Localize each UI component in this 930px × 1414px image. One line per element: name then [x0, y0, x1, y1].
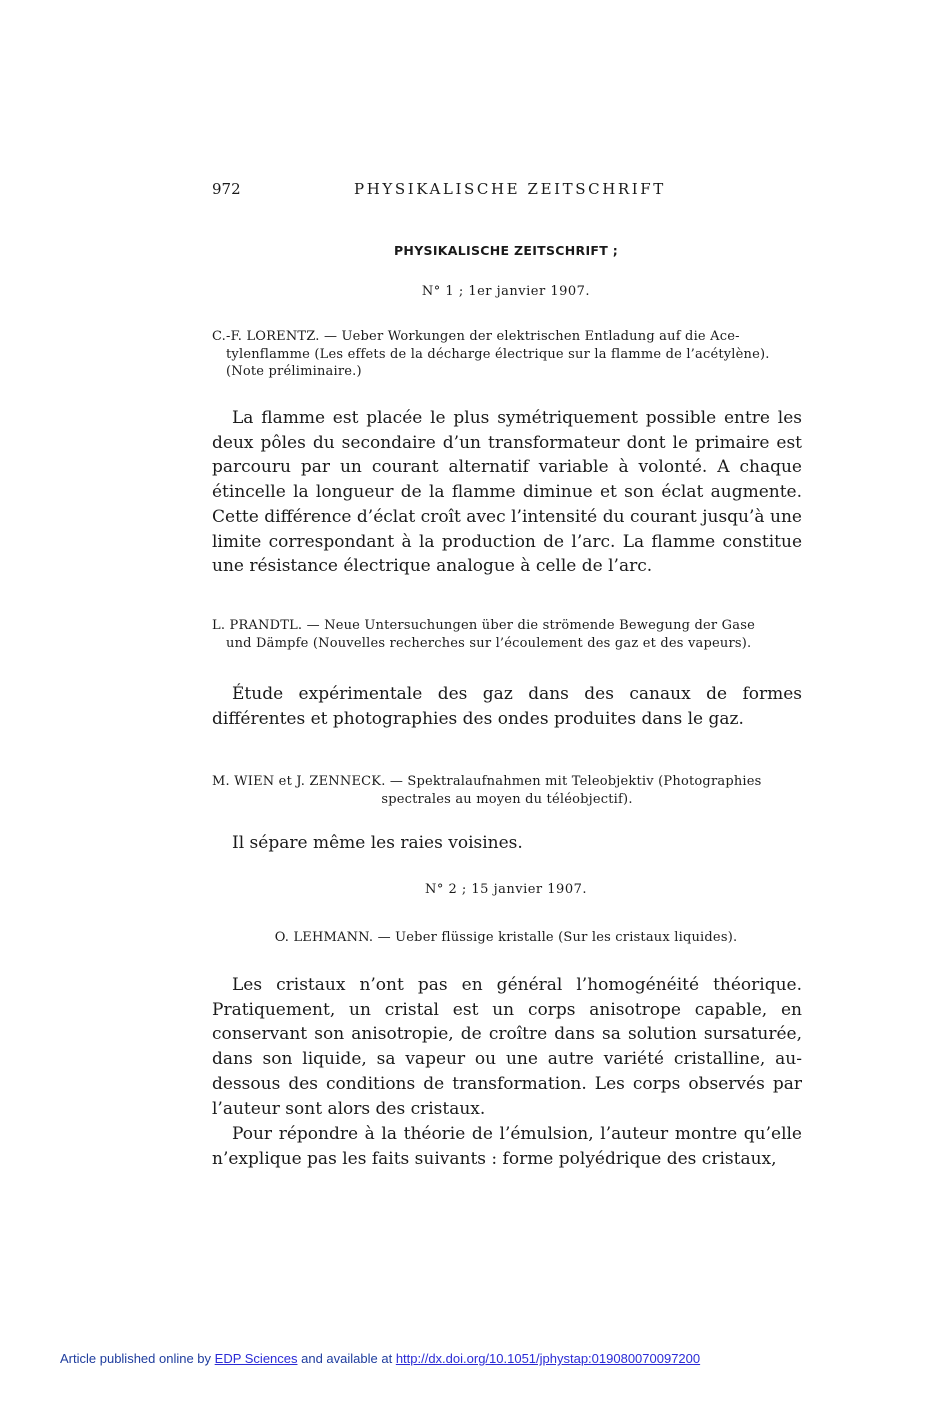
running-head [212, 180, 800, 204]
reference-line: spectrales au moyen du téléobjectif). [381, 791, 633, 807]
reference-line: (Note préliminaire.) [226, 364, 362, 379]
issue-heading-1: N° 1 ; 1er janvier 1907. [421, 284, 591, 299]
abstract-paragraph: La flamme est placée le plus symétriquement possible entre les deux pôles du secondaire d’un transformateur dont le primaire est parcouru par un courant alternatif variable à volonté. A chaque étincelle la longueur de la flamme diminue et son éclat augmente. Cette différence d’éclat croît avec l’intensité du courant jusqu’à une limite correspondant à la production de l’arc. La flamme constitue une résistance électrique analogue à celle de l’arc. [212, 408, 802, 577]
footer-text: Article published online by [60, 1351, 215, 1366]
reference-line: M. WIEN et J. ZENNECK. — Spektralaufnahmen mit Teleobjektiv (Photographies [212, 774, 762, 789]
reference-line: C.-F. LORENTZ. — Ueber Workungen der elektrischen Entladung auf die Ace- [212, 329, 740, 344]
journal-name: PHYSIKALISCHE ZEITSCHRIFT [354, 180, 666, 198]
abstract-paragraph: Les cristaux n’ont pas en général l’homogénéité théorique. Pratiquement, un cristal est un corps anisotrope capable, en conservant son anisotropie, de croître dans sa solution sursaturée, dans son liquide, sa vapeur ou une autre variété cristalline, au-dessous des conditions de transformation. Les corps observés par l’auteur sont alors des cristaux. [212, 975, 802, 1119]
reference-prandtl [212, 617, 802, 652]
reference-wien-zenneck [212, 773, 802, 808]
footer-text: and available at [297, 1351, 396, 1366]
publisher-link[interactable]: EDP Sciences [214, 1351, 298, 1366]
section-title: PHYSIKALISCHE ZEITSCHRIFT ; [393, 243, 619, 258]
page-number: 972 [212, 180, 241, 198]
publication-footer [60, 1351, 700, 1366]
reference-line: L. PRANDTL. — Neue Untersuchungen über die strömende Bewegung der Gase [212, 618, 755, 633]
doi-link[interactable]: http://dx.doi.org/10.1051/jphystap:019080070097200 [395, 1351, 701, 1366]
reference-lorentz [212, 328, 802, 381]
reference-line: und Dämpfe (Nouvelles recherches sur l’écoulement des gaz et des vapeurs). [226, 635, 752, 651]
issue-heading-2: N° 2 ; 15 janvier 1907. [424, 882, 587, 897]
abstract-paragraph: Pour répondre à la théorie de l’émulsion, l’auteur montre qu’elle n’explique pas les faits suivants : forme polyédrique des cristaux, [212, 1124, 802, 1169]
reference-line: tylenflamme (Les effets de la décharge électrique sur la flamme de l’acétylène). [226, 346, 770, 362]
reference-lehmann: O. LEHMANN. — Ueber flüssige kristalle (Sur les cristaux liquides). [274, 930, 738, 945]
abstract-paragraph: Il sépare même les raies voisines. [232, 833, 523, 853]
abstract-paragraph: Étude expérimentale des gaz dans des canaux de formes différentes et photographies des ondes produites dans le gaz. [212, 684, 802, 729]
